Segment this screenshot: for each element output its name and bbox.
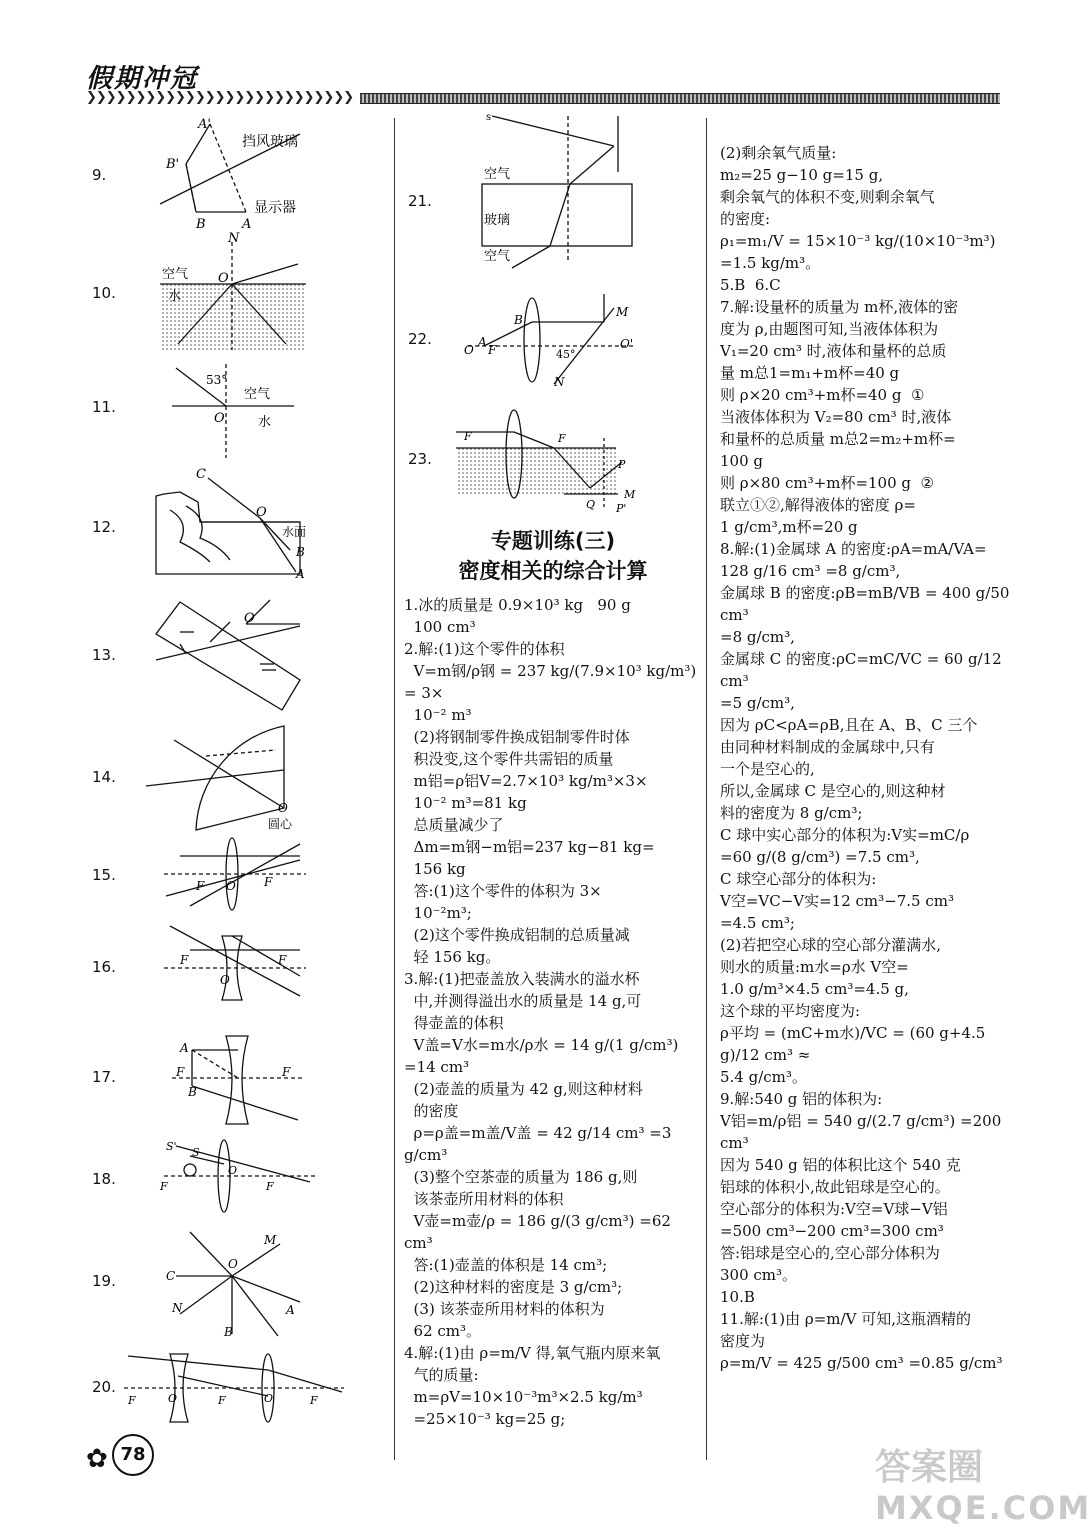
text-line: 和量杯的总质量 m总2=m₂+m杯= <box>720 430 956 448</box>
figure-11-diagram <box>168 362 298 462</box>
fig22-label-a: A <box>478 335 487 349</box>
fig9-label-b: B <box>196 217 206 232</box>
figure-18-diagram <box>160 1138 320 1218</box>
fig11-label-air: 空气 <box>244 387 271 402</box>
fig9-label-display: 显示器 <box>254 200 296 216</box>
fig19-label-o: O <box>228 1257 238 1271</box>
text-line: 金属球 C 的密度:ρC=mC/VC = 60 g/12 cm³ <box>720 650 1007 690</box>
fig20-label-f2: F <box>218 1394 226 1407</box>
text-line: =8 g/cm³, <box>720 628 795 646</box>
text-line: 密度为 <box>720 1332 766 1350</box>
text-line: m₂=25 g−10 g=15 g, <box>720 166 884 184</box>
text-line: 气的质量: <box>404 1366 479 1384</box>
text-line: ρ₁=m₁/V = 15×10⁻³ kg/(10×10⁻³m³) =1.5 kg/m³。 <box>720 232 1001 272</box>
text-line: 答:(1)壶盖的体积是 14 cm³; <box>404 1256 608 1274</box>
fig12-label-c: C <box>196 467 206 482</box>
fig14-label-o: O <box>278 801 288 815</box>
figure-15-number: 15. <box>92 866 116 884</box>
figure-21-number: 21. <box>408 192 432 210</box>
figure-13-diagram <box>150 594 310 714</box>
fig9-label-a: A <box>242 217 252 232</box>
text-line: C 球中实心部分的体积为:V实=mC/ρ <box>720 826 970 844</box>
column-divider-1 <box>394 118 395 1460</box>
text-line: 答:(1)这个零件的体积为 3× <box>404 882 602 900</box>
fig9-label-b1: B' <box>166 157 180 172</box>
text-line: (3) 该茶壶所用材料的体积为 <box>404 1300 605 1318</box>
fig18-label-f2: F <box>266 1180 274 1193</box>
text-line: (3)整个空茶壶的质量为 186 g,则 <box>404 1168 638 1186</box>
figure-19-number: 19. <box>92 1272 116 1290</box>
text-line: 度为 ρ,由题图可知,当液体体积为 <box>720 320 939 338</box>
text-line: 轻 156 kg。 <box>404 948 501 966</box>
header-chevron-strip: ❯❯❯❯❯❯❯❯❯❯❯❯❯❯❯❯❯❯❯❯❯❯❯❯❯❯❯ <box>86 90 354 105</box>
text-line: ρ=ρ盖=m盖/V盖 = 42 g/14 cm³ =3 g/cm³ <box>404 1124 677 1164</box>
figure-21-diagram <box>478 112 648 268</box>
text-line: m=ρV=10×10⁻³m³×2.5 kg/m³ <box>404 1388 643 1406</box>
fig16-label-f1: F <box>180 953 189 967</box>
figure-16-number: 16. <box>92 958 116 976</box>
fig16-label-o: O <box>220 973 230 987</box>
text-line: 8.解:(1)金属球 A 的密度:ρA=mA/VA= <box>720 540 987 558</box>
fig20-label-o2: O <box>264 1392 274 1405</box>
section-title-1: 专题训练(三) <box>490 529 616 553</box>
fig17-label-b: B <box>188 1085 197 1099</box>
section-title-2: 密度相关的综合计算 <box>458 559 648 583</box>
text-line: 则水的质量:m水=ρ水 V空= <box>720 958 909 976</box>
fig15-label-f1: F <box>196 879 205 893</box>
text-line: (2)剩余氧气质量: <box>720 144 837 162</box>
fig17-label-a: A <box>180 1041 189 1055</box>
fig23-label-m: M <box>624 488 636 501</box>
watermark-line-1: 答案圈 <box>875 1447 984 1488</box>
fig23-label-f1: F <box>464 430 472 443</box>
text-line: 10.B <box>720 1288 755 1306</box>
text-line: 联立①②,解得液体的密度 ρ= <box>720 496 916 514</box>
fig23-label-f2: F <box>558 432 566 445</box>
text-line: (2)将钢制零件换成铝制零件时体 <box>404 728 630 746</box>
fig22-label-b: B <box>514 313 523 327</box>
figure-18-number: 18. <box>92 1170 116 1188</box>
text-line: 所以,金属球 C 是空心的,则这种材 <box>720 782 946 800</box>
fig12-label-b: B <box>296 545 305 559</box>
text-line: 10⁻²m³; <box>404 904 472 922</box>
figure-20-diagram <box>124 1346 350 1426</box>
fig18-label-s: S <box>192 1146 200 1159</box>
fig15-label-f2: F <box>264 875 273 889</box>
fig20-label-f1: F <box>128 1394 136 1407</box>
text-line: 300 cm³。 <box>720 1266 798 1284</box>
text-line: 62 cm³。 <box>404 1322 482 1340</box>
figure-20-number: 20. <box>92 1378 116 1396</box>
text-line: =60 g/(8 g/cm³) =7.5 cm³, <box>720 848 920 866</box>
text-line: 这个球的平均密度为: <box>720 1002 861 1020</box>
text-line: 3.解:(1)把壶盖放入装满水的溢水杯 <box>404 970 640 988</box>
fig11-label-angle: 53° <box>206 373 228 387</box>
text-line: 答:铝球是空心的,空心部分体积为 <box>720 1244 940 1262</box>
text-line: 5.B 6.C <box>720 276 781 294</box>
text-line: 1 g/cm³,m杯=20 g <box>720 518 858 536</box>
text-line: 100 g <box>720 452 764 470</box>
fig16-label-f2: F <box>278 953 287 967</box>
fig20-label-o1: O <box>168 1392 178 1405</box>
text-line: =4.5 cm³; <box>720 914 795 932</box>
text-line: ρ=m/V = 425 g/500 cm³ =0.85 g/cm³ <box>720 1354 1003 1372</box>
text-line: 4.解:(1)由 ρ=m/V 得,氧气瓶内原来氧 <box>404 1344 661 1362</box>
column-2-lines <box>404 594 702 1430</box>
fig22-label-o2: O' <box>620 337 634 351</box>
figure-17-number: 17. <box>92 1068 116 1086</box>
fig10-label-air: 空气 <box>162 267 189 282</box>
text-line: C 球空心部分的体积为: <box>720 870 877 888</box>
fig12-label-a: A <box>296 567 305 581</box>
figure-22-number: 22. <box>408 330 432 348</box>
fig23-label-p2: P' <box>616 502 627 515</box>
fig13-label-o: O <box>244 611 255 626</box>
fig10-label-n: N <box>228 231 240 246</box>
fig9-label-a1: A' <box>198 117 211 132</box>
figure-14-diagram <box>146 720 316 840</box>
text-line: 100 cm³ <box>404 618 476 636</box>
figure-12-diagram <box>150 462 310 582</box>
fig19-label-c: C <box>166 1269 176 1283</box>
fig18-label-f1: F <box>160 1180 168 1193</box>
text-line: 中,并测得溢出水的质量是 14 g,可 <box>404 992 642 1010</box>
fig22-label-m: M <box>616 305 629 319</box>
text-line: 1.0 g/m³×4.5 cm³=4.5 g, <box>720 980 909 998</box>
fig17-label-f1: F <box>176 1065 185 1079</box>
fig14-label-center: 圆心 <box>268 817 293 831</box>
mascot-icon: ✿ <box>86 1444 108 1474</box>
fig22-label-angle: 45° <box>556 348 576 361</box>
figure-10-diagram <box>158 232 308 352</box>
fig23-label-q: Q <box>586 498 596 511</box>
text-line: ρ平均 = (mC+m水)/VC = (60 g+4.5 g)/12 cm³ ≈ <box>720 1024 991 1064</box>
text-line: 积没变,这个零件共需铝的质量 <box>404 750 614 768</box>
text-line: (2)壶盖的质量为 42 g,则这种材料 <box>404 1080 643 1098</box>
fig12-label-o: O <box>256 505 267 520</box>
fig22-label-o1: O <box>464 343 474 357</box>
text-line: 11.解:(1)由 ρ=m/V 可知,这瓶酒精的 <box>720 1310 971 1328</box>
text-line: 该茶壶所用材料的体积 <box>404 1190 564 1208</box>
text-line: (2)若把空心球的空心部分灌满水, <box>720 936 942 954</box>
fig20-label-f3: F <box>310 1394 318 1407</box>
text-line: 则 ρ×20 cm³+m杯=40 g ① <box>720 386 925 404</box>
figure-12-number: 12. <box>92 518 116 536</box>
fig10-label-o: O <box>218 271 229 286</box>
figure-10-number: 10. <box>92 284 116 302</box>
text-line: 128 g/16 cm³ =8 g/cm³, <box>720 562 901 580</box>
figure-9-diagram <box>150 112 380 232</box>
figure-11-number: 11. <box>92 398 116 416</box>
text-line: 7.解:设量杯的质量为 m杯,液体的密 <box>720 298 959 316</box>
text-line: 空心部分的体积为:V空=V球−V铝 <box>720 1200 948 1218</box>
text-line: 金属球 B 的密度:ρB=mB/VB = 400 g/50 cm³ <box>720 584 1015 624</box>
figure-17-diagram <box>168 1030 308 1130</box>
fig21-label-air2: 空气 <box>484 249 511 264</box>
text-line: 2.解:(1)这个零件的体积 <box>404 640 565 658</box>
text-line: (2)这个零件换成铝制的总质量减 <box>404 926 630 944</box>
text-line: =25×10⁻³ kg=25 g; <box>404 1410 566 1428</box>
figure-22-diagram <box>464 288 644 388</box>
text-line: (2)这种材料的密度是 3 g/cm³; <box>404 1278 623 1296</box>
text-line: V空=VC−V实=12 cm³−7.5 cm³ <box>720 892 955 910</box>
header-rule <box>360 93 1000 104</box>
text-line: 因为 540 g 铝的体积比这个 540 克 <box>720 1156 961 1174</box>
figure-19-diagram <box>160 1224 310 1344</box>
watermark <box>875 1447 1091 1528</box>
text-line: Δm=m钢−m铝=237 kg−81 kg= <box>404 838 655 856</box>
header-title: 假期冲冠 <box>86 64 199 94</box>
text-line: V₁=20 cm³ 时,液体和量杯的总质 <box>720 342 947 360</box>
fig15-label-o: O <box>226 879 236 893</box>
page-number: 78 <box>112 1434 154 1476</box>
text-line: 9.解:540 g 铝的体积为: <box>720 1090 883 1108</box>
fig9-label-glass: 挡风玻璃 <box>242 134 298 150</box>
text-line: 由同种材料制成的金属球中,只有 <box>720 738 935 756</box>
text-line: 总质量减少了 <box>404 816 504 834</box>
text-line: 则 ρ×80 cm³+m杯=100 g ② <box>720 474 934 492</box>
fig22-label-f: F <box>488 343 497 357</box>
text-line: 10⁻² m³=81 kg <box>404 794 527 812</box>
text-line: 剩余氧气的体积不变,则剩余氧气 <box>720 188 935 206</box>
figure-23-number: 23. <box>408 450 432 468</box>
text-line: V铝=m/ρ铝 = 540 g/(2.7 g/cm³) =200 cm³ <box>720 1112 1007 1152</box>
text-line: 的密度: <box>720 210 771 228</box>
text-line: m铝=ρ铝V=2.7×10³ kg/m³×3× <box>404 772 648 790</box>
text-line: V壶=m壶/ρ = 186 g/(3 g/cm³) =62 cm³ <box>404 1212 676 1252</box>
figure-15-diagram <box>160 836 310 916</box>
fig19-label-n: N <box>172 1301 183 1315</box>
fig11-label-water: 水 <box>258 415 272 430</box>
text-line: 因为 ρC<ρA=ρB,且在 A、B、C 三个 <box>720 716 978 734</box>
figure-16-diagram <box>160 916 310 1016</box>
text-line: 铝球的体积小,故此铝球是空心的。 <box>720 1178 950 1196</box>
fig18-label-o: O <box>228 1164 238 1177</box>
fig10-label-water: 水 <box>168 289 182 304</box>
column-divider-2 <box>706 118 707 1460</box>
figure-13-number: 13. <box>92 646 116 664</box>
fig22-label-n: N <box>554 375 565 389</box>
column-2-text <box>404 526 702 1430</box>
watermark-line-2: MXQE.COM <box>875 1489 1091 1527</box>
text-line: 10⁻² m³ <box>404 706 472 724</box>
figure-23-diagram <box>454 408 644 515</box>
text-line: V=m钢/ρ钢 = 237 kg/(7.9×10³ kg/m³) = 3× <box>404 662 702 702</box>
figure-9-number: 9. <box>92 166 107 184</box>
figure-14-number: 14. <box>92 768 116 786</box>
text-line: 料的密度为 8 g/cm³; <box>720 804 863 822</box>
fig11-label-o: O <box>214 411 225 426</box>
fig18-label-s1: S' <box>166 1140 177 1153</box>
text-line: 得壶盖的体积 <box>404 1014 504 1032</box>
fig23-label-p: P <box>618 458 626 471</box>
fig21-label-air1: 空气 <box>484 167 511 182</box>
text-line: 5.4 g/cm³。 <box>720 1068 807 1086</box>
text-line: 当液体体积为 V₂=80 cm³ 时,液体 <box>720 408 952 426</box>
text-line: 156 kg <box>404 860 466 878</box>
text-line: 量 m总1=m₁+m杯=40 g <box>720 364 900 382</box>
text-line: V盖=V水=m水/ρ水 = 14 g/(1 g/cm³) =14 cm³ <box>404 1036 684 1076</box>
text-line: 的密度 <box>404 1102 459 1120</box>
fig19-label-a: A <box>286 1303 295 1317</box>
fig21-label-s: s <box>486 112 492 123</box>
text-line: 一个是空心的, <box>720 760 815 778</box>
column-3-lines <box>720 142 1015 1374</box>
column-3-text <box>720 142 1015 1374</box>
fig19-label-b: B <box>224 1325 233 1339</box>
fig17-label-f2: F <box>282 1065 291 1079</box>
text-line: =5 g/cm³, <box>720 694 795 712</box>
fig12-label-surface: 水面 <box>282 525 307 539</box>
text-line: 1.冰的质量是 0.9×10³ kg 90 g <box>404 596 631 614</box>
fig19-label-m: M <box>264 1233 277 1247</box>
text-line: =500 cm³−200 cm³=300 cm³ <box>720 1222 944 1240</box>
fig21-label-glass: 玻璃 <box>484 213 511 228</box>
